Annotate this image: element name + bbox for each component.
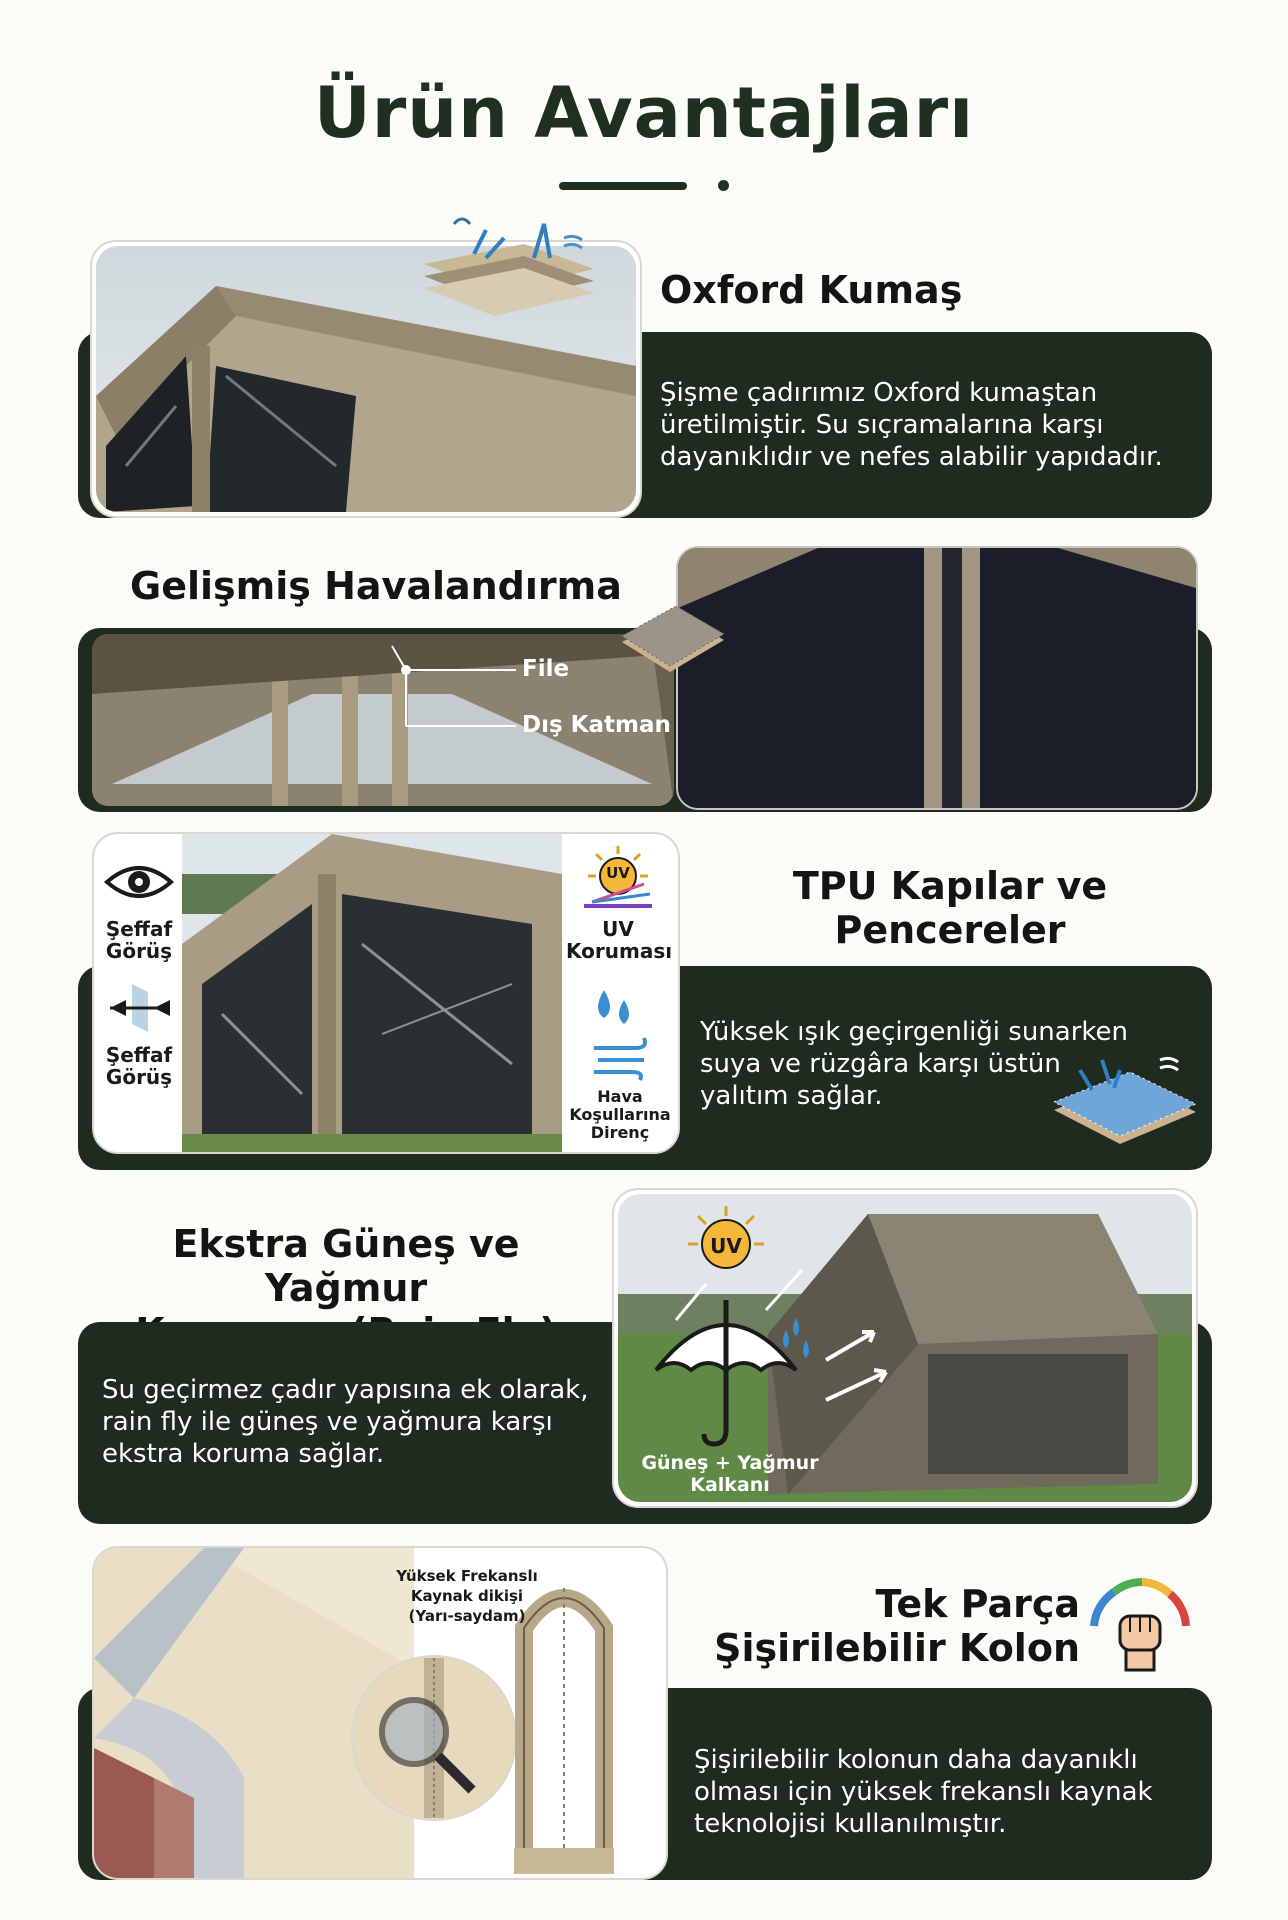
uv-badge-text: UV	[606, 864, 630, 882]
ventilation-heading: Gelişmiş Havalandırma	[130, 564, 622, 608]
clear-view-label-2: Şeffaf Görüş	[105, 1043, 173, 1089]
oxford-body: Şişme çadırımız Oxford kumaştan üretilmiştir. Su sıçramalarına karşı dayanıklıdır ve nefes alabilir yapıdadır.	[660, 378, 1163, 472]
light-pass-icon	[108, 980, 172, 1036]
title-dot	[718, 180, 729, 191]
mesh-swatch-icon	[618, 606, 728, 682]
eye-icon	[104, 860, 174, 904]
outer-layer-photo	[676, 546, 1198, 810]
column-photo-card	[92, 1546, 668, 1880]
waterproof-layer-icon	[1050, 1050, 1200, 1160]
rainfly-uv-badge: UV	[710, 1234, 742, 1258]
outer-layer-label: Dış Katman	[522, 712, 671, 738]
fabric-layers-icon	[414, 214, 604, 324]
weld-label: Yüksek Frekanslı Kaynak dikişi (Yarı-saydam)	[396, 1567, 538, 1625]
tpu-body: Yüksek ışık geçirgenliği sunarken suya ve rüzgâra karşı üstün yalıtım sağlar.	[700, 1017, 1129, 1111]
uv-protection-label: UV Koruması	[566, 917, 673, 963]
strength-fist-icon	[1086, 1576, 1192, 1676]
tpu-heading: TPU Kapılar ve Pencereler	[792, 864, 1108, 952]
tpu-photo-card	[92, 832, 680, 1154]
clear-view-label-1: Şeffaf Görüş	[105, 917, 173, 963]
rainfly-heading: Ekstra Güneş ve Yağmur	[172, 1222, 520, 1310]
title-underline	[559, 182, 687, 190]
oxford-heading: Oxford Kumaş	[660, 268, 963, 312]
rainfly-body: Su geçirmez çadır yapısına ek olarak, rain fly ile güneş ve yağmura karşı ekstra koruma sağlar.	[102, 1375, 589, 1469]
callout-lines	[384, 640, 524, 740]
sun-umbrella-icon	[636, 1200, 896, 1460]
weather-resistance-label: Hava Koşullarına Direnç	[569, 1087, 671, 1142]
mesh-label: File	[522, 656, 570, 682]
sun-rain-shield-label: Güneş + Yağmur Kalkanı	[641, 1452, 819, 1496]
column-heading: Tek Parça Şişirilebilir Kolon	[714, 1582, 1080, 1670]
column-body: Şişirilebilir kolonun daha dayanıklı olması için yüksek frekanslı kaynak teknolojisi kullanılmıştır.	[694, 1745, 1153, 1839]
weather-icon	[588, 984, 654, 1084]
page-title: Ürün Avantajları	[313, 72, 975, 154]
